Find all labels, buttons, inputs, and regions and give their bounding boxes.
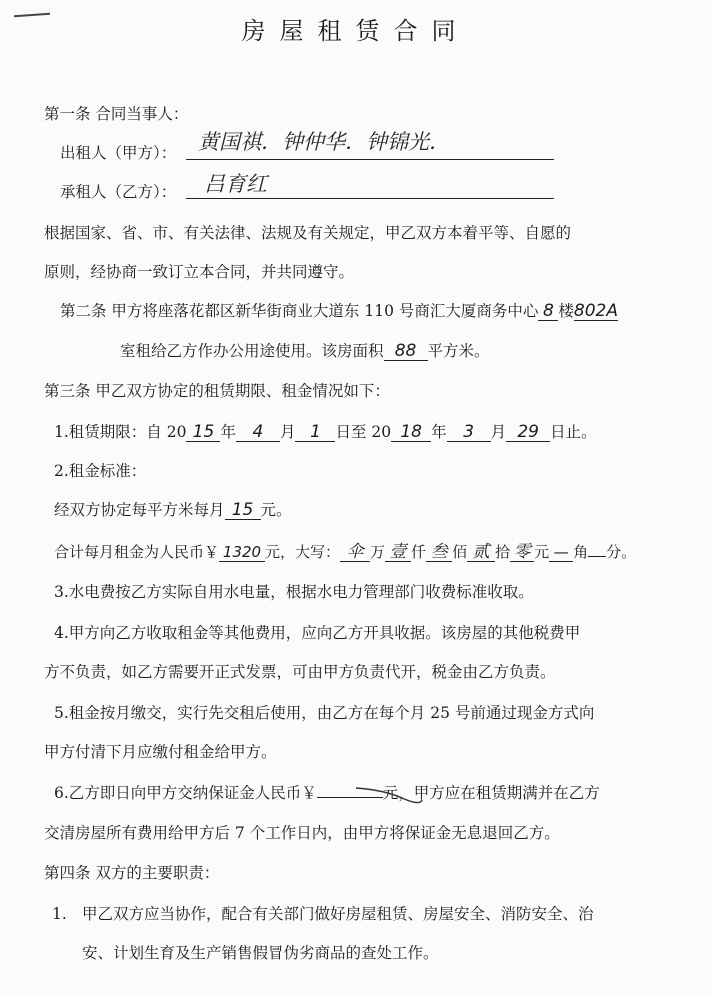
floor-unit: 楼 — [558, 302, 574, 320]
qian-unit: 仟 — [411, 543, 427, 561]
day-end-text: 日止。 — [550, 423, 597, 441]
item5-line2: 甲方付清下月应缴付租金给甲方。 — [44, 743, 277, 761]
year-unit-2: 年 — [431, 423, 447, 441]
rate-unit: 元。 — [260, 501, 292, 519]
area-value: 88 — [384, 342, 428, 361]
wan-unit: 万 — [370, 543, 386, 561]
bai-unit: 佰 — [452, 543, 468, 561]
article4-item1-line1: 甲乙双方应当协作，配合有关部门做好房屋租赁、房屋安全、消防安全、治 — [82, 905, 594, 923]
lease-term-line — [54, 422, 597, 442]
cn-yuan-value: 零 — [510, 543, 534, 562]
article2-usage-text: 室租给乙方作办公用途使用。该房面积 — [120, 342, 384, 360]
item3-utilities: 3.水电费按乙方实际自用水电量，根据水电力管理部门收费标准收取。 — [54, 583, 534, 601]
cn-jiao-value: — — [549, 543, 573, 562]
start-day: 1 — [295, 423, 335, 442]
lessee-underline — [186, 198, 554, 199]
cn-wan-value: 伞 — [340, 543, 370, 562]
cn-bai-value: 叁 — [426, 543, 452, 562]
rent-rate-line — [54, 500, 292, 520]
article1-heading: 第一条 合同当事人： — [44, 105, 189, 123]
contract-title: 房屋租赁合同 — [241, 17, 470, 45]
start-month: 4 — [236, 423, 280, 442]
yuan-unit: 元 — [534, 543, 550, 561]
item6-line1 — [54, 783, 600, 803]
basis-line1: 根据国家、省、市、有关法律、法规及有关规定，甲乙双方本着平等、自愿的 — [44, 224, 572, 242]
fen-unit: 分。 — [606, 543, 637, 561]
article3-heading: 第三条 甲乙双方协定的租赁期限、租金情况如下： — [44, 382, 390, 400]
floor-value: 8 — [538, 302, 558, 321]
deposit-pen-stroke — [354, 784, 424, 804]
end-year: 18 — [391, 423, 431, 442]
year-unit-1: 年 — [220, 423, 236, 441]
item4-line2: 方不负责，如乙方需要开正式发票，可由甲方负责代开，税金由乙方负责。 — [44, 663, 556, 681]
item4-line1: 4.甲方向乙方收取租金等其他费用，应向乙方开具收据。该房屋的其他税费甲 — [54, 624, 581, 642]
rate-value: 15 — [225, 501, 261, 520]
total-value: 1320 — [219, 543, 265, 562]
cn-shi-value: 贰 — [467, 543, 495, 562]
jiao-unit: 角 — [573, 543, 589, 561]
room-value: 802A — [573, 301, 618, 321]
article4-heading: 第四条 双方的主要职责： — [44, 864, 220, 882]
lessor-value: 黄国祺．钟仲华．钟锦光． — [198, 130, 450, 154]
area-unit: 平方米。 — [427, 342, 490, 360]
lessee-value: 吕育红 — [204, 172, 267, 196]
item6-suffix: 元，甲方应在租赁期满并在乙方 — [382, 784, 600, 802]
article4-item1-number: 1. — [52, 905, 67, 923]
rent-total-line — [54, 542, 636, 562]
lessee-label: 承租人（乙方）： — [60, 183, 177, 201]
item6-prefix: 6.乙方即日向甲方交纳保证金人民币￥ — [54, 784, 317, 802]
start-year: 15 — [186, 423, 220, 442]
month-unit-2: 月 — [490, 423, 507, 441]
day-to-text: 日至 20 — [335, 423, 392, 441]
term-prefix: 1.租赁期限：自 20 — [54, 423, 187, 441]
total-prefix: 合计每月租金为人民币￥ — [54, 543, 220, 561]
end-day: 29 — [506, 423, 550, 442]
article4-item1-line2: 安、计划生育及生产销售假冒伪劣商品的查处工作。 — [82, 944, 439, 962]
fen-blank — [588, 556, 606, 557]
article2-line1 — [60, 301, 618, 321]
total-mid: 元，大写： — [265, 543, 341, 561]
lessor-label: 出租人（甲方）： — [60, 144, 177, 162]
rate-prefix: 经双方协定每平方米每月 — [54, 501, 225, 519]
article2-line2 — [120, 341, 490, 361]
month-unit-1: 月 — [279, 423, 296, 441]
end-month: 3 — [447, 423, 491, 442]
item6-line2: 交清房屋所有费用给甲方后 7 个工作日内，由甲方将保证金无息退回乙方。 — [44, 824, 560, 842]
shi-unit: 拾 — [495, 543, 511, 561]
basis-line2: 原则，经协商一致订立本合同，并共同遵守。 — [44, 263, 355, 281]
article2-location-text: 第二条 甲方将座落花都区新华街商业大道东 110 号商汇大厦商务中心 — [60, 302, 539, 320]
lessor-underline — [186, 159, 554, 160]
item5-line1: 5.租金按月缴交，实行先交租后使用，由乙方在每个月 25 号前通过现金方式向 — [54, 704, 595, 722]
rent-standard-heading: 2.租金标准： — [54, 462, 147, 480]
cn-qian-value: 壹 — [385, 543, 411, 562]
